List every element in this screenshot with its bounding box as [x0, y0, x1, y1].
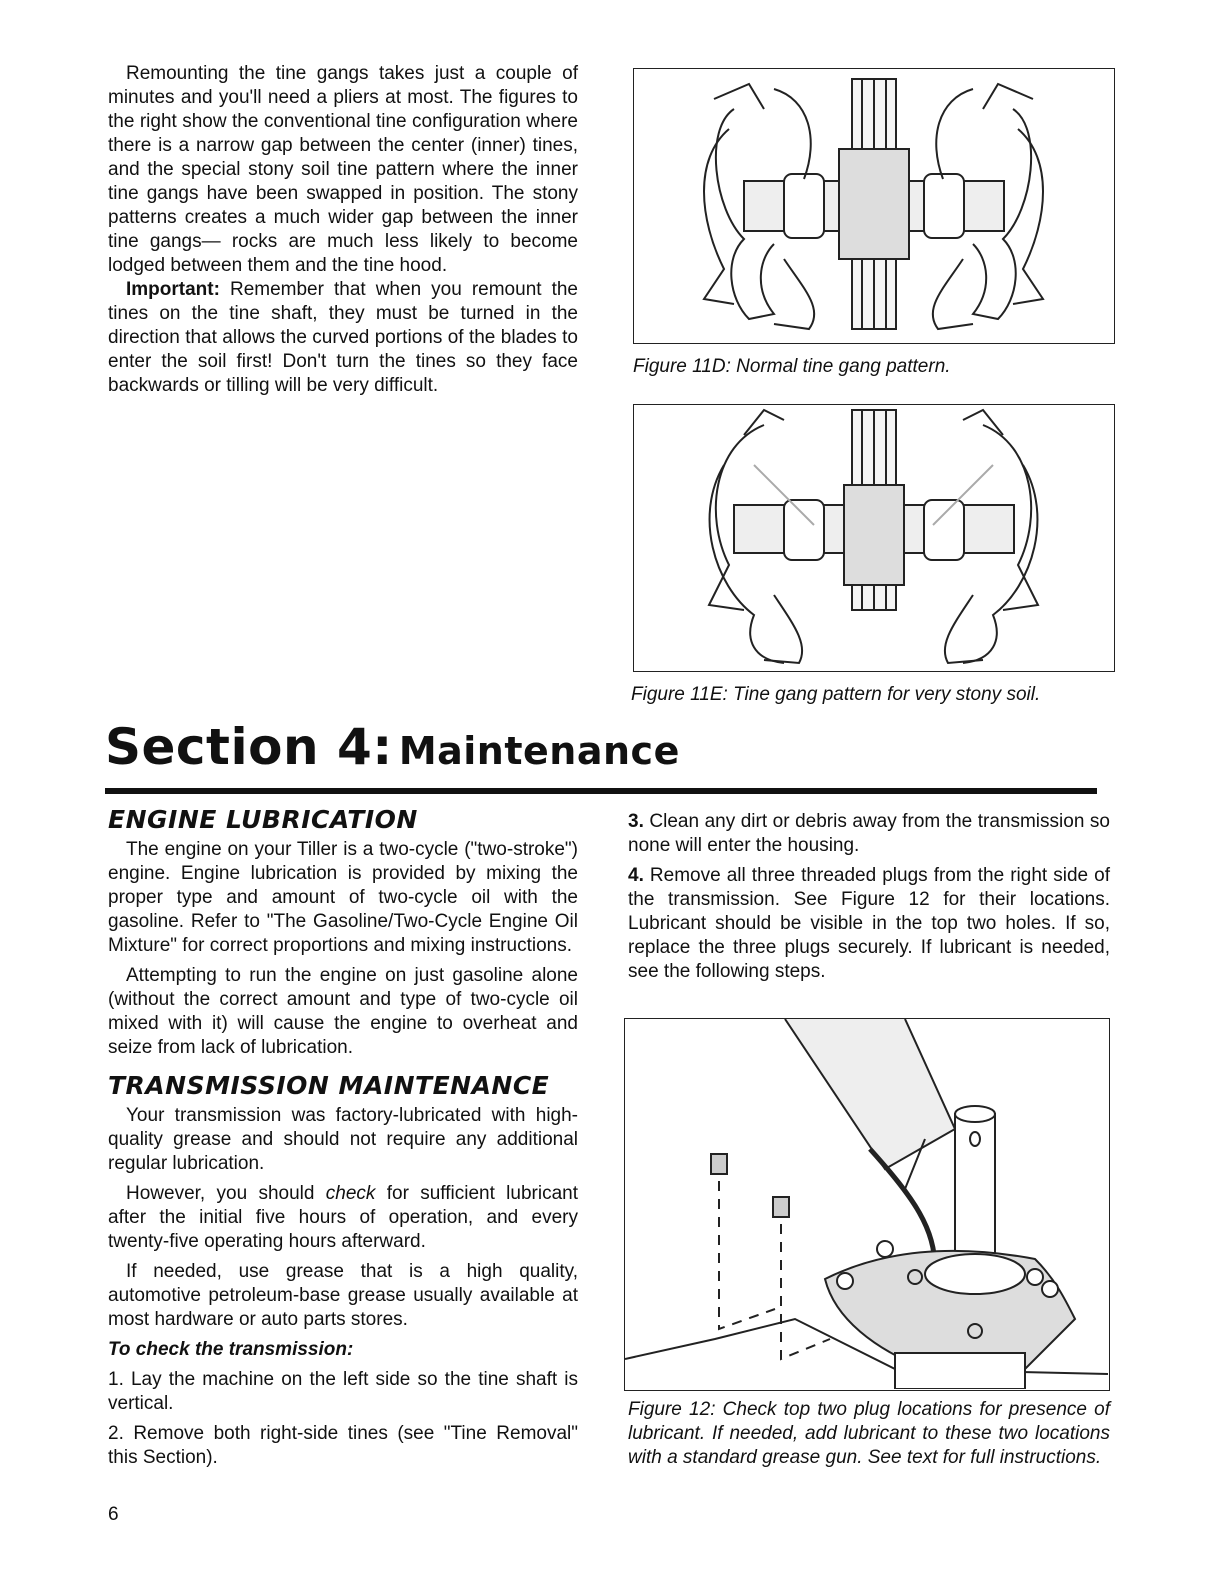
figure-11d-caption: Figure 11D: Normal tine gang pattern.	[633, 356, 951, 377]
check-transmission-heading: To check the transmission:	[108, 1339, 354, 1360]
left-column	[108, 805, 578, 1470]
section-title	[105, 718, 680, 776]
transmission-paragraph-3: If needed, use grease that is a high quality, automotive petroleum-base grease usually available at most hardware or auto parts stores.	[108, 1261, 578, 1330]
transmission-maintenance-heading: TRANSMISSION MAINTENANCE	[108, 1071, 550, 1100]
step-4-number: 4.	[628, 865, 644, 886]
engine-lubrication-heading: ENGINE LUBRICATION	[108, 805, 418, 834]
figure-12-caption: Figure 12: Check top two plug locations for presence of lubricant. If needed, add lubricant to these two locations with a standard grease gun. See text for full instructions.	[628, 1399, 1110, 1468]
right-column	[628, 810, 1110, 984]
step-1: 1. Lay the machine on the left side so the tine shaft is vertical.	[108, 1369, 578, 1414]
engine-paragraph-1: The engine on your Tiller is a two-cycle ("two-stroke") engine. Engine lubrication is provided by mixing the proper type and amount of two-cycle oil with the gasoline. Refer to "The Gasoline/Two-Cycle Engine Oil Mixture" for correct proportions and mixing instructions.	[108, 839, 578, 956]
transmission-p2-emphasis: check	[325, 1183, 376, 1204]
step-3-number: 3.	[628, 811, 644, 832]
intro-text-block	[108, 62, 578, 398]
important-text: Remember that when you remount the tines on the tine shaft, they must be turned in the direction that allows the curved portions of the blades to enter the soil first! Don't turn the tines so they face backwards or tilling will be very difficult.	[108, 279, 578, 396]
transmission-p2-end: for sufficient lubricant after the initial five hours of operation, and every twenty-five operating hours afterward.	[108, 1183, 578, 1252]
engine-paragraph-2: Attempting to run the engine on just gasoline alone (without the correct amount and type of two-cycle oil mixed with it) will cause the engine to overheat and seize from lack of lubrication.	[108, 965, 578, 1058]
section-number: Section 4:	[105, 718, 393, 776]
step-4	[628, 864, 1110, 984]
remounting-paragraph: Remounting the tine gangs takes just a couple of minutes and you'll need a pliers at most. The figures to the right show the conventional tine configuration where there is a narrow gap between the center (inner) tines, and the special stony soil tine pattern where the inner tine gangs have been swapped in position. The stony patterns creates a much wider gap between the inner tine gangs— rocks are much less likely to become lodged between them and the tine hood.	[108, 63, 578, 276]
step-3	[628, 810, 1110, 858]
transmission-p2-start: However, you should	[126, 1183, 326, 1204]
figure-12-image	[624, 1018, 1110, 1391]
figure-11d-image	[633, 68, 1115, 344]
important-label: Important:	[126, 279, 220, 300]
step-4-text: Remove all three threaded plugs from the right side of the transmission. See Figure 12 for their locations. Lubricant should be visible in the top two holes. If so, replace the three plugs securely. If lubricant is needed, see the following steps.	[628, 865, 1110, 982]
step-2: 2. Remove both right-side tines (see "Tine Removal" this Section).	[108, 1423, 578, 1468]
important-paragraph	[108, 278, 578, 398]
figure-11e-caption: Figure 11E: Tine gang pattern for very stony soil.	[631, 684, 1041, 705]
transmission-paragraph-2	[108, 1182, 578, 1254]
section-name: Maintenance	[398, 729, 680, 773]
transmission-paragraph-1: Your transmission was factory-lubricated with high-quality grease and should not require any additional regular lubrication.	[108, 1105, 578, 1174]
section-divider	[105, 788, 1097, 794]
step-3-text: Clean any dirt or debris away from the transmission so none will enter the housing.	[628, 811, 1110, 856]
page-number: 6	[108, 1504, 119, 1525]
figure-11e-image	[633, 404, 1115, 672]
